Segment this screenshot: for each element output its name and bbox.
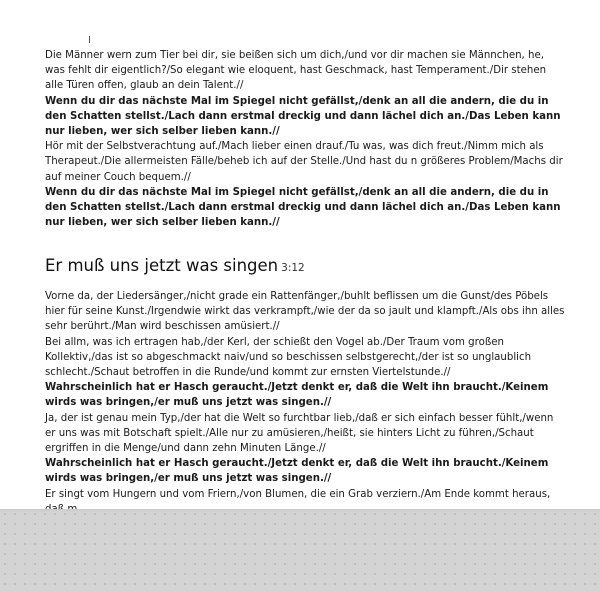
scan-mark — [89, 36, 90, 43]
song1-chorus-1: Wenn du dir das nächste Mal im Spiegel nicht gefällst,/denk an all die andern, die du in den Schatten stellst./Lach dann erstmal dreckig und dann lächel dich an./Das Leben kann nur lieben, wer sich selber lieben kann.// — [45, 95, 561, 138]
song2-lyrics — [45, 289, 565, 517]
song2-duration: 3:12 — [281, 262, 305, 274]
song1-verse-2: Hör mit der Selbstverachtung auf./Mach lieber einen drauf./Tu was, was dich freut./Nimm mich als Therapeut./Die allermeisten Fälle/beheb ich auf der Stelle./Und hast du n größeres Problem/Machs dir auf meiner Couch bequem.// — [45, 141, 563, 183]
song1-lyrics — [45, 48, 565, 230]
song2-verse-1: Vorne da, der Liedersänger,/nicht grade ein Rattenfänger,/buhlt beflissen um die Gunst/des Pöbels hier für seine Kunst./Irgendwie wirkt das verkrampft,/wie der da so jault und klampft./Als obs ihn alles sehr berührt./Man wird beschissen amüsiert.// — [45, 291, 565, 333]
song1-verse-1: Die Männer wern zum Tier bei dir, sie beißen sich um dich,/und vor dir machen sie Männchen, he, was fehlt dir eigentlich?/So elegant wie eloquent, hast Geschmack, hast Temperament./Dir stehen alle Türen offen, glaub an dein Talent.// — [45, 50, 547, 92]
song2-chorus-1: Wahrscheinlich hat er Hasch geraucht./Jetzt denkt er, daß die Welt ihn braucht./Keinem wirds was bringen,/er muß uns jetzt was singen.// — [45, 382, 549, 409]
song2-verse-4: Er singt vom Hungern und vom Friern,/von Blumen, die ein Grab verziern./Am Ende kommt heraus, — [45, 488, 551, 500]
song2-title: Er muß uns jetzt was singen — [45, 256, 279, 275]
scan-overlay — [0, 509, 600, 592]
song2-title-row — [45, 256, 305, 275]
song1-chorus-2: Wenn du dir das nächste Mal im Spiegel nicht gefällst,/denk an all die andern, die du in den Schatten stellst./Lach dann erstmal dreckig und dann lächel dich an./Das Leben kann nur lieben, wer sich selber lieben kann.// — [45, 186, 561, 229]
song2-verse-3: Ja, der ist genau mein Typ,/der hat die Welt so furchtbar lieb,/daß er sich einfach besser fühlt,/wenn er uns was mit Botschaft spielt./Alle nur zu amüsieren,/heißt, sie hinters Licht zu führen,/Schaut ergriffen in die Menge/und dann zehn Minuten Länge.// — [45, 412, 554, 455]
song2-verse-2: Bei allm, was ich ertragen hab,/der Kerl, der schießt den Vogel ab./Der Traum vom großen Kollektiv,/das ist so abgeschmackt naiv/und so beschissen selbstgerecht,/der ist so unglaublich schlecht./Schaut betroffen in die Runde/und kommt zur ernsten Viertelstunde.// — [45, 336, 532, 379]
song2-chorus-2: Wahrscheinlich hat er Hasch geraucht./Jetzt denkt er, daß die Welt ihn braucht./Keinem wirds was bringen,/er muß uns jetzt was singen.// — [45, 458, 549, 485]
